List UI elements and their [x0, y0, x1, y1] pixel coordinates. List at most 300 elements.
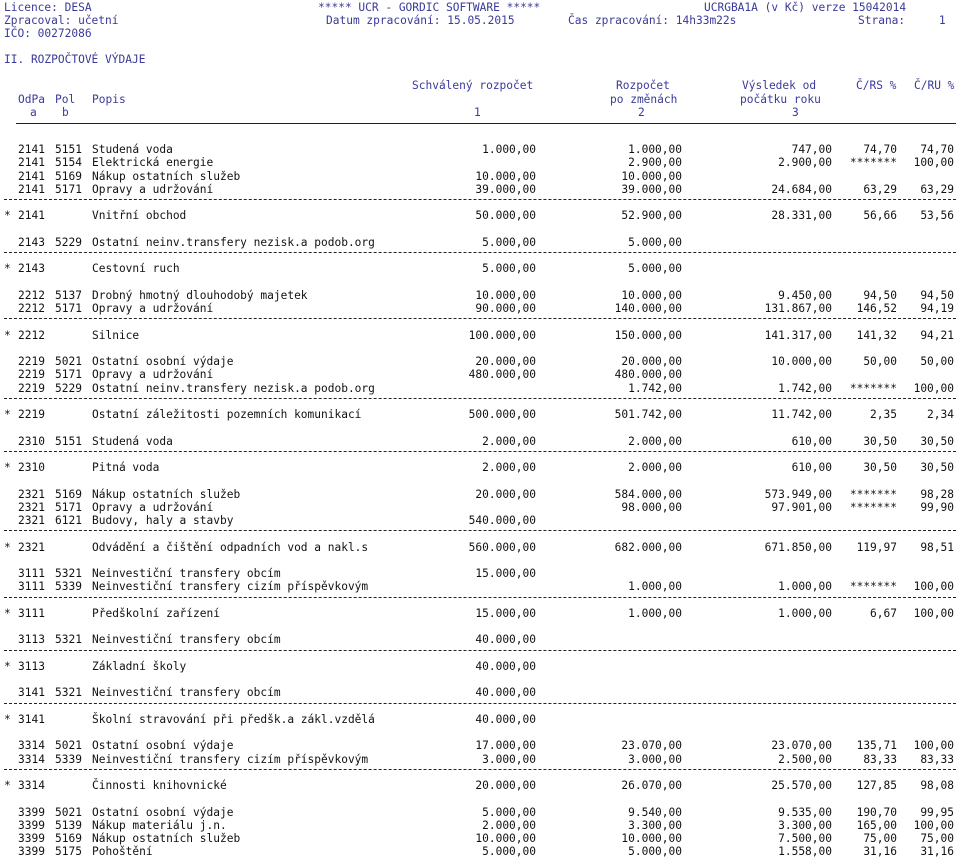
schvaleny-value: 5.000,00 — [482, 805, 536, 819]
subtotal-marker: * — [4, 779, 11, 792]
pol-code: 5021 — [55, 805, 82, 819]
ico-number: IČO: 00272086 — [4, 27, 92, 40]
schvaleny-value: 40.000,00 — [475, 712, 536, 726]
vysledek-value: 10.000,00 — [771, 355, 832, 368]
vysledek-value: 2.900,00 — [778, 156, 832, 170]
subtotal-separator — [4, 199, 956, 200]
vysledek-value: 610,00 — [791, 434, 832, 448]
rs-percent: 2,35 — [870, 408, 897, 421]
header-rule — [16, 123, 956, 124]
idx-1: 1 — [474, 106, 481, 119]
item-description: Ostatní osobní výdaje — [92, 805, 234, 819]
item-description: Nákup ostatních služeb — [92, 832, 241, 845]
table-row — [4, 236, 958, 249]
rozpocet-value: 2.000,00 — [628, 434, 682, 448]
rozpocet-value: 480.000,00 — [614, 368, 682, 382]
vysledek-value: 573.949,00 — [764, 487, 832, 501]
item-description: Nákup ostatních služeb — [92, 487, 241, 501]
table-row — [4, 501, 958, 514]
pol-code: 5229 — [55, 235, 82, 249]
item-description: Opravy a udržování — [92, 368, 214, 382]
rs-percent: 50,00 — [863, 355, 897, 368]
odpa-code: 3113 — [18, 633, 45, 647]
software-title: ***** UCR - GORDIC SOFTWARE ***** — [318, 1, 541, 14]
table-row — [4, 753, 958, 766]
subtotal-description: Ostatní záležitosti pozemních komunikací — [92, 408, 362, 421]
ru-percent: 94,19 — [920, 302, 954, 315]
odpa-code: 3399 — [18, 805, 45, 819]
pol-code: 5321 — [55, 686, 82, 700]
subtotal-row — [4, 779, 958, 792]
vysledek-value: 1.558,00 — [778, 845, 832, 858]
item-description: Neinvestiční transfery cizím příspěvkovým — [92, 580, 369, 594]
rs-percent: 63,29 — [863, 182, 897, 196]
vysledek-value: 97.901,00 — [771, 500, 832, 514]
schvaleny-value: 50.000,00 — [475, 209, 536, 223]
subtotal-separator — [4, 451, 956, 452]
item-description: Elektrická energie — [92, 156, 214, 170]
ru-percent: 94,50 — [920, 288, 954, 302]
vysledek-value: 1.000,00 — [778, 606, 832, 620]
pol-code: 5021 — [55, 355, 82, 368]
subtotal-separator — [4, 597, 956, 598]
rs-percent: ******* — [849, 580, 897, 594]
pol-code: 5021 — [55, 739, 82, 753]
vysledek-value: 1.000,00 — [778, 580, 832, 594]
odpa-code: 3141 — [18, 686, 45, 700]
rozpocet-value: 10.000,00 — [621, 832, 682, 845]
rozpocet-value: 2.000,00 — [628, 461, 682, 474]
page-number: Strana: 1 — [858, 14, 946, 27]
schvaleny-value: 39.000,00 — [475, 182, 536, 196]
vysledek-value: 141.317,00 — [764, 328, 832, 342]
col-rs: Č/RS % — [856, 79, 897, 92]
subtotal-separator — [4, 703, 956, 704]
ru-percent: 100,00 — [913, 739, 954, 753]
subtotal-row — [4, 408, 958, 421]
pol-code: 5171 — [55, 368, 82, 382]
col-vysledek-2: počátku roku — [740, 93, 821, 106]
vysledek-value: 23.070,00 — [771, 739, 832, 753]
subtotal-description: Předškolní zařízení — [92, 606, 220, 620]
odpa-code: 2141 — [18, 143, 45, 156]
schvaleny-value: 15.000,00 — [475, 567, 536, 580]
table-row — [4, 739, 958, 752]
rozpocet-value: 1.742,00 — [628, 381, 682, 395]
col-pol: Pol — [55, 93, 76, 106]
item-description: Nákup ostatních služeb — [92, 169, 241, 183]
ru-percent: 2,34 — [927, 408, 954, 421]
vysledek-value: 1.742,00 — [778, 381, 832, 395]
ru-percent: 98,51 — [920, 540, 954, 554]
pol-code: 5154 — [55, 156, 82, 170]
vysledek-value: 671.850,00 — [764, 540, 832, 554]
item-description: Neinvestiční transfery obcím — [92, 686, 281, 700]
ru-percent: 74,70 — [920, 143, 954, 156]
schvaleny-value: 2.000,00 — [482, 818, 536, 832]
vysledek-value: 24.684,00 — [771, 182, 832, 196]
subtotal-description: Pitná voda — [92, 461, 160, 474]
table-row — [4, 382, 958, 395]
table-row — [4, 183, 958, 196]
rs-percent: 30,50 — [863, 461, 897, 474]
subtotal-marker: * — [4, 328, 11, 342]
odpa-code: 2141 — [18, 156, 45, 170]
col-rozpocet-2: po změnách — [610, 93, 678, 106]
rozpocet-value: 26.070,00 — [621, 779, 682, 792]
table-row — [4, 368, 958, 381]
subtotal-description: Silnice — [92, 328, 140, 342]
schvaleny-value: 20.000,00 — [475, 355, 536, 368]
vysledek-value: 3.300,00 — [778, 818, 832, 832]
item-description: Ostatní neinv.transfery nezisk.a podob.org — [92, 381, 375, 395]
rs-percent: 127,85 — [856, 779, 897, 792]
rs-percent: 30,50 — [863, 434, 897, 448]
idx-a: a — [30, 106, 37, 119]
subtotal-row — [4, 461, 958, 474]
odpa-code: 2212 — [18, 288, 45, 302]
vysledek-value: 25.570,00 — [771, 779, 832, 792]
pol-code: 5229 — [55, 381, 82, 395]
subtotal-code: 3111 — [18, 606, 45, 620]
schvaleny-value: 15.000,00 — [475, 606, 536, 620]
subtotal-separator — [4, 769, 956, 770]
odpa-code: 2321 — [18, 500, 45, 514]
idx-2: 2 — [638, 106, 645, 119]
subtotal-description: Základní školy — [92, 659, 187, 673]
rs-percent: 6,67 — [870, 606, 897, 620]
rozpocet-value: 1.000,00 — [628, 580, 682, 594]
schvaleny-value: 480.000,00 — [468, 368, 536, 382]
odpa-code: 3314 — [18, 739, 45, 753]
odpa-code: 2219 — [18, 368, 45, 382]
rs-percent: 31,16 — [863, 845, 897, 858]
rozpocet-value: 1.000,00 — [628, 143, 682, 156]
rs-percent: ******* — [849, 500, 897, 514]
ru-percent: 98,08 — [920, 779, 954, 792]
table-row — [4, 514, 958, 527]
item-description: Opravy a udržování — [92, 302, 214, 315]
rs-percent: 146,52 — [856, 302, 897, 315]
vysledek-value: 2.500,00 — [778, 752, 832, 766]
subtotal-row — [4, 541, 958, 554]
schvaleny-value: 10.000,00 — [475, 169, 536, 183]
ru-percent: 94,21 — [920, 328, 954, 342]
table-row — [4, 806, 958, 819]
subtotal-description: Odvádění a čištění odpadních vod a nakl.s — [92, 540, 369, 554]
table-row — [4, 580, 958, 593]
schvaleny-value: 5.000,00 — [482, 845, 536, 858]
item-description: Studená voda — [92, 434, 173, 448]
odpa-code: 3314 — [18, 752, 45, 766]
schvaleny-value: 1.000,00 — [482, 143, 536, 156]
rozpocet-value: 3.000,00 — [628, 752, 682, 766]
odpa-code: 3399 — [18, 845, 45, 858]
subtotal-marker: * — [4, 209, 11, 223]
idx-3: 3 — [792, 106, 799, 119]
subtotal-marker: * — [4, 659, 11, 673]
rs-percent: ******* — [849, 381, 897, 395]
subtotal-separator — [4, 318, 956, 319]
odpa-code: 2212 — [18, 302, 45, 315]
table-row — [4, 832, 958, 845]
schvaleny-value: 20.000,00 — [475, 487, 536, 501]
schvaleny-value: 17.000,00 — [475, 739, 536, 753]
odpa-code: 2310 — [18, 434, 45, 448]
item-description: Drobný hmotný dlouhodobý majetek — [92, 288, 308, 302]
odpa-code: 2321 — [18, 514, 45, 527]
table-row — [4, 488, 958, 501]
col-schvaleny: Schválený rozpočet — [412, 79, 534, 92]
rozpocet-value: 52.900,00 — [621, 209, 682, 223]
ru-percent: 75,00 — [920, 832, 954, 845]
rozpocet-value: 9.540,00 — [628, 805, 682, 819]
schvaleny-value: 90.000,00 — [475, 302, 536, 315]
odpa-code: 2141 — [18, 182, 45, 196]
processed-by: Zpracoval: učetní — [4, 14, 119, 27]
vysledek-value: 747,00 — [791, 143, 832, 156]
odpa-code: 2143 — [18, 235, 45, 249]
rs-percent: 94,50 — [863, 288, 897, 302]
item-description: Nákup materiálu j.n. — [92, 818, 227, 832]
table-row — [4, 819, 958, 832]
subtotal-separator — [4, 650, 956, 651]
rs-percent: 75,00 — [863, 832, 897, 845]
schvaleny-value: 20.000,00 — [475, 779, 536, 792]
rozpocet-value: 23.070,00 — [621, 739, 682, 753]
rs-percent: ******* — [849, 156, 897, 170]
pol-code: 5169 — [55, 832, 82, 845]
ru-percent: 100,00 — [913, 606, 954, 620]
item-description: Ostatní osobní výdaje — [92, 355, 234, 368]
vysledek-value: 9.535,00 — [778, 805, 832, 819]
item-description: Ostatní neinv.transfery nezisk.a podob.org — [92, 235, 375, 249]
subtotal-code: 2321 — [18, 540, 45, 554]
col-odpa: OdPa — [18, 93, 45, 106]
ru-percent: 63,29 — [920, 182, 954, 196]
pol-code: 5321 — [55, 567, 82, 580]
ru-percent: 30,50 — [920, 461, 954, 474]
pol-code: 5137 — [55, 288, 82, 302]
subtotal-row — [4, 209, 958, 222]
pol-code: 5175 — [55, 845, 82, 858]
ru-percent: 31,16 — [920, 845, 954, 858]
item-description: Studená voda — [92, 143, 173, 156]
pol-code: 5171 — [55, 302, 82, 315]
ru-percent: 100,00 — [913, 580, 954, 594]
rs-percent: 135,71 — [856, 739, 897, 753]
odpa-code: 2219 — [18, 381, 45, 395]
subtotal-marker: * — [4, 606, 11, 620]
odpa-code: 2219 — [18, 355, 45, 368]
schvaleny-value: 40.000,00 — [475, 659, 536, 673]
rs-percent: 190,70 — [856, 805, 897, 819]
ru-percent: 83,33 — [920, 752, 954, 766]
rs-percent: 83,33 — [863, 752, 897, 766]
subtotal-marker: * — [4, 461, 11, 474]
schvaleny-value: 5.000,00 — [482, 235, 536, 249]
subtotal-code: 3314 — [18, 779, 45, 792]
rs-percent: ******* — [849, 487, 897, 501]
table-row — [4, 435, 958, 448]
pol-code: 5339 — [55, 752, 82, 766]
subtotal-separator — [4, 252, 956, 253]
subtotal-row — [4, 660, 958, 673]
schvaleny-value: 2.000,00 — [482, 461, 536, 474]
subtotal-code: 3141 — [18, 712, 45, 726]
rs-percent: 74,70 — [863, 143, 897, 156]
pol-code: 5171 — [55, 182, 82, 196]
table-row — [4, 633, 958, 646]
item-description: Budovy, haly a stavby — [92, 514, 234, 527]
pol-code: 5169 — [55, 487, 82, 501]
table-row — [4, 845, 958, 858]
subtotal-code: 2141 — [18, 209, 45, 223]
table-row — [4, 156, 958, 169]
pol-code: 5151 — [55, 434, 82, 448]
ru-percent: 30,50 — [920, 434, 954, 448]
vysledek-value: 28.331,00 — [771, 209, 832, 223]
pol-code: 5139 — [55, 818, 82, 832]
table-row — [4, 355, 958, 368]
subtotal-row — [4, 607, 958, 620]
subtotal-marker: * — [4, 540, 11, 554]
schvaleny-value: 500.000,00 — [468, 408, 536, 421]
schvaleny-value: 40.000,00 — [475, 686, 536, 700]
odpa-code: 3111 — [18, 567, 45, 580]
rozpocet-value: 2.900,00 — [628, 156, 682, 170]
subtotal-row — [4, 262, 958, 275]
schvaleny-value: 5.000,00 — [482, 262, 536, 276]
rozpocet-value: 682.000,00 — [614, 540, 682, 554]
col-vysledek-1: Výsledek od — [742, 79, 817, 92]
subtotal-marker: * — [4, 408, 11, 421]
idx-b: b — [62, 106, 69, 119]
rs-percent: 119,97 — [856, 540, 897, 554]
rs-percent: 165,00 — [856, 818, 897, 832]
vysledek-value: 610,00 — [791, 461, 832, 474]
odpa-code: 2321 — [18, 487, 45, 501]
table-row — [4, 567, 958, 580]
subtotal-row — [4, 713, 958, 726]
report-version: UCRGBA1A (v Kč) verze 15042014 — [704, 1, 907, 14]
vysledek-value: 131.867,00 — [764, 302, 832, 315]
rozpocet-value: 140.000,00 — [614, 302, 682, 315]
rozpocet-value: 3.300,00 — [628, 818, 682, 832]
licence-text: Licence: DESA — [4, 1, 92, 14]
item-description: Opravy a udržování — [92, 500, 214, 514]
rozpocet-value: 150.000,00 — [614, 328, 682, 342]
vysledek-value: 11.742,00 — [771, 408, 832, 421]
odpa-code: 3111 — [18, 580, 45, 594]
col-rozpocet-1: Rozpočet — [616, 79, 670, 92]
subtotal-description: Cestovní ruch — [92, 262, 180, 276]
vysledek-value: 7.500,00 — [778, 832, 832, 845]
subtotal-row — [4, 329, 958, 342]
pol-code: 5151 — [55, 143, 82, 156]
rs-percent: 56,66 — [863, 209, 897, 223]
ru-percent: 98,28 — [920, 487, 954, 501]
table-row — [4, 302, 958, 315]
ru-percent: 50,00 — [920, 355, 954, 368]
col-popis: Popis — [92, 93, 126, 106]
subtotal-code: 3113 — [18, 659, 45, 673]
subtotal-code: 2212 — [18, 328, 45, 342]
subtotal-separator — [4, 530, 956, 531]
item-description: Pohoštění — [92, 845, 153, 858]
pol-code: 6121 — [55, 514, 82, 527]
rozpocet-value: 10.000,00 — [621, 288, 682, 302]
pol-code: 5169 — [55, 169, 82, 183]
pol-code: 5339 — [55, 580, 82, 594]
ru-percent: 99,90 — [920, 500, 954, 514]
rozpocet-value: 5.000,00 — [628, 845, 682, 858]
rozpocet-value: 1.000,00 — [628, 606, 682, 620]
rozpocet-value: 39.000,00 — [621, 182, 682, 196]
subtotal-separator — [4, 398, 956, 399]
pol-code: 5321 — [55, 633, 82, 647]
item-description: Neinvestiční transfery cizím příspěvkovým — [92, 752, 369, 766]
table-row — [4, 143, 958, 156]
rs-percent: 141,32 — [856, 328, 897, 342]
rozpocet-value: 5.000,00 — [628, 262, 682, 276]
schvaleny-value: 10.000,00 — [475, 288, 536, 302]
schvaleny-value: 100.000,00 — [468, 328, 536, 342]
ru-percent: 100,00 — [913, 818, 954, 832]
ru-percent: 100,00 — [913, 381, 954, 395]
item-description: Ostatní osobní výdaje — [92, 739, 234, 753]
processing-date: Datum zpracování: 15.05.2015 — [326, 14, 515, 27]
pol-code: 5171 — [55, 500, 82, 514]
table-row — [4, 686, 958, 699]
subtotal-code: 2310 — [18, 461, 45, 474]
section-title: II. ROZPOČTOVÉ VÝDAJE — [4, 53, 146, 66]
subtotal-marker: * — [4, 712, 11, 726]
subtotal-marker: * — [4, 262, 11, 276]
item-description: Opravy a udržování — [92, 182, 214, 196]
schvaleny-value: 560.000,00 — [468, 540, 536, 554]
schvaleny-value: 40.000,00 — [475, 633, 536, 647]
rozpocet-value: 5.000,00 — [628, 235, 682, 249]
schvaleny-value: 10.000,00 — [475, 832, 536, 845]
schvaleny-value: 3.000,00 — [482, 752, 536, 766]
rozpocet-value: 10.000,00 — [621, 169, 682, 183]
subtotal-description: Školní stravování při předšk.a zákl.vzdělá — [92, 712, 375, 726]
ru-percent: 100,00 — [913, 156, 954, 170]
schvaleny-value: 540.000,00 — [468, 514, 536, 527]
table-row — [4, 289, 958, 302]
odpa-code: 3399 — [18, 832, 45, 845]
ru-percent: 53,56 — [920, 209, 954, 223]
subtotal-description: Činnosti knihovnické — [92, 779, 227, 792]
rozpocet-value: 501.742,00 — [614, 408, 682, 421]
odpa-code: 2141 — [18, 169, 45, 183]
vysledek-value: 9.450,00 — [778, 288, 832, 302]
odpa-code: 3399 — [18, 818, 45, 832]
rozpocet-value: 20.000,00 — [621, 355, 682, 368]
rozpocet-value: 98.000,00 — [621, 500, 682, 514]
ru-percent: 99,95 — [920, 805, 954, 819]
schvaleny-value: 2.000,00 — [482, 434, 536, 448]
subtotal-description: Vnitřní obchod — [92, 209, 187, 223]
rozpocet-value: 584.000,00 — [614, 487, 682, 501]
table-row — [4, 170, 958, 183]
processing-time: Čas zpracování: 14h33m22s — [568, 14, 737, 27]
col-ru: Č/RU % — [914, 79, 955, 92]
item-description: Neinvestiční transfery obcím — [92, 633, 281, 647]
item-description: Neinvestiční transfery obcím — [92, 567, 281, 580]
subtotal-code: 2143 — [18, 262, 45, 276]
